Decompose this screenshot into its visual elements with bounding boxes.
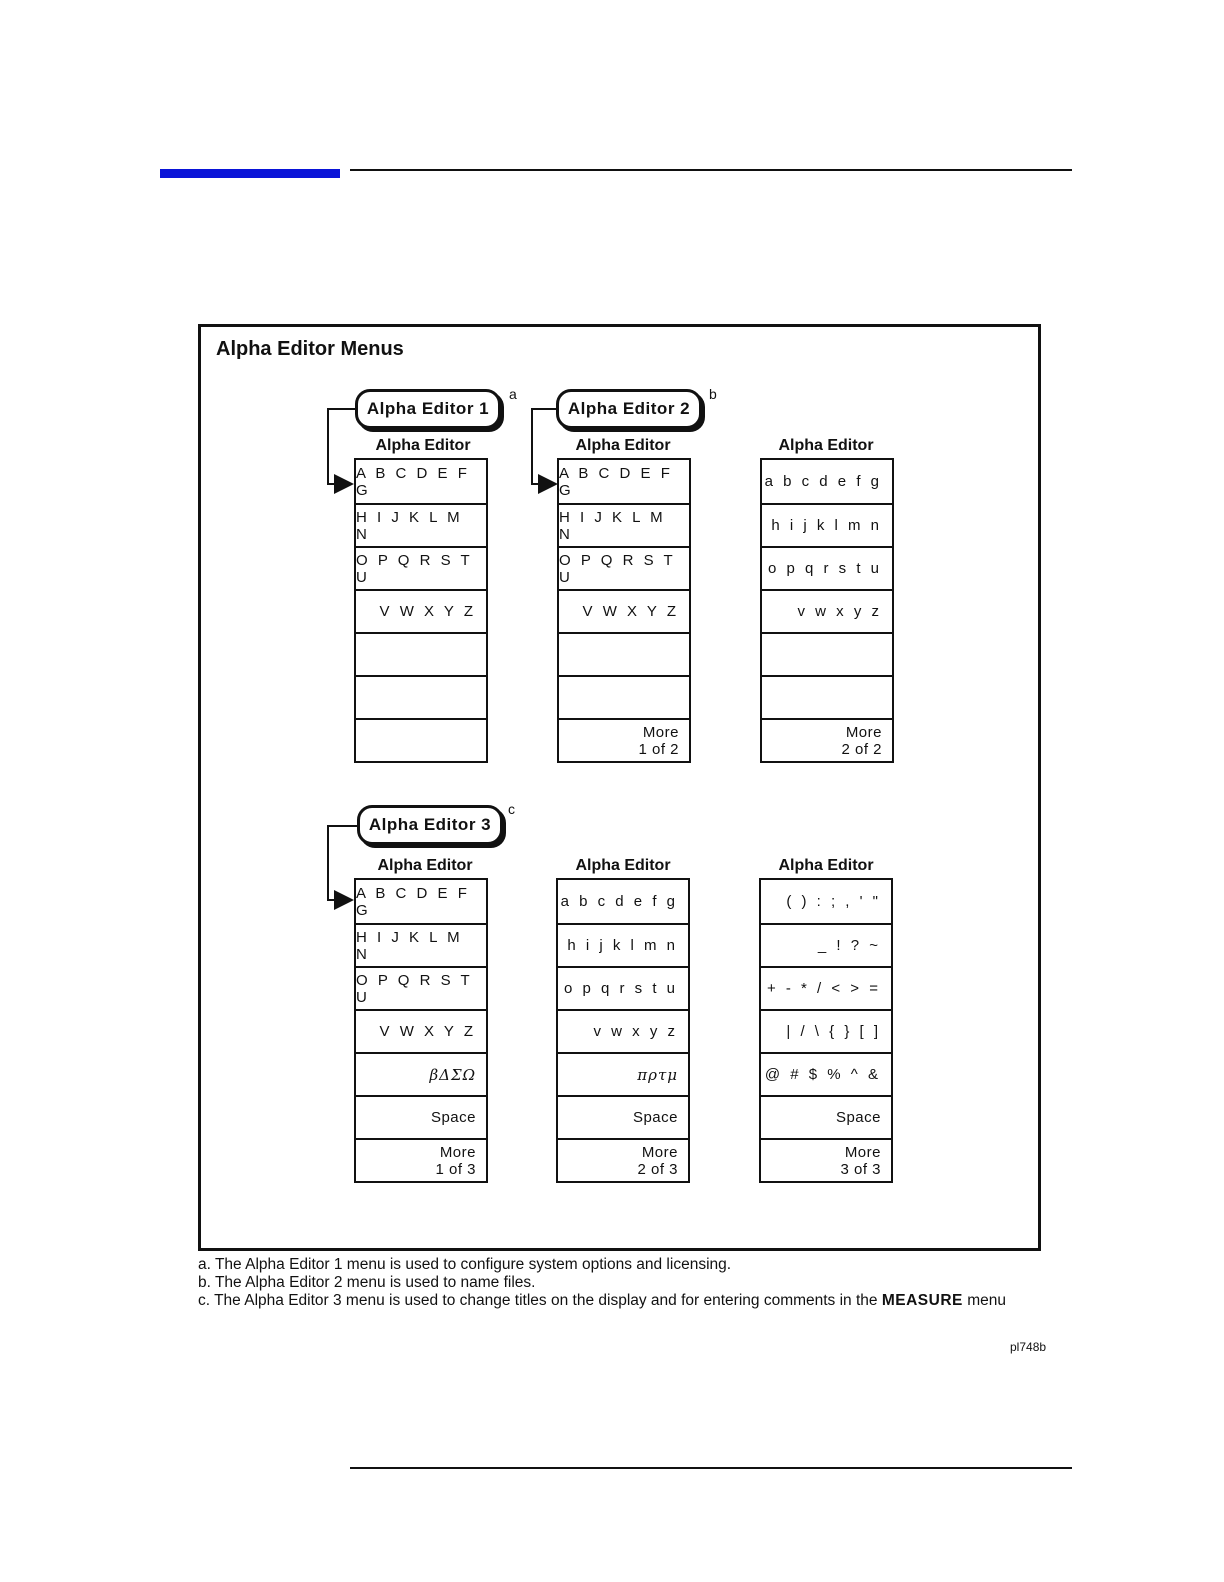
- more-key[interactable]: [761, 1138, 891, 1181]
- key-punctuation[interactable]: _ ! ? ~: [761, 923, 891, 966]
- key-blank[interactable]: [762, 632, 892, 675]
- key-uppercase-o-u[interactable]: O P Q R S T U: [559, 546, 689, 589]
- more-label: More: [845, 723, 882, 741]
- note-a: a. The Alpha Editor 1 menu is used to configure system options and licensing.: [198, 1256, 732, 1273]
- key-space[interactable]: Space: [356, 1095, 486, 1138]
- key-blank[interactable]: [762, 675, 892, 718]
- key-uppercase-v-z[interactable]: V W X Y Z: [356, 1009, 486, 1052]
- key-blank[interactable]: [356, 675, 486, 718]
- figure-id: pl748b: [1010, 1340, 1047, 1354]
- key-uppercase-h-n[interactable]: H I J K L M N: [356, 503, 486, 546]
- key-lowercase-h-n[interactable]: h i j k l m n: [558, 923, 688, 966]
- menu-title-6: Alpha Editor: [778, 857, 874, 874]
- key-greek-symbols[interactable]: πρτμ: [558, 1052, 688, 1095]
- key-blank[interactable]: [559, 675, 689, 718]
- key-space[interactable]: Space: [761, 1095, 891, 1138]
- menu-title-5: Alpha Editor: [575, 857, 671, 874]
- alpha-editor-3-menu-page-3: [759, 878, 893, 1183]
- figure-title: Alpha Editor Menus: [216, 338, 404, 360]
- more-label: More: [641, 1143, 678, 1161]
- alpha-editor-2-softkey[interactable]: Alpha Editor 2: [556, 389, 702, 429]
- key-uppercase-a-g[interactable]: A B C D E F G: [356, 884, 470, 919]
- key-uppercase-v-z[interactable]: V W X Y Z: [356, 589, 486, 632]
- alpha-editor-2-menu-page-1: [557, 458, 691, 763]
- key-uppercase-h-n[interactable]: H I J K L M N: [356, 923, 486, 966]
- key-uppercase-o-u[interactable]: O P Q R S T U: [356, 966, 486, 1009]
- key-greek-symbols[interactable]: βΔΣΩ: [356, 1052, 486, 1095]
- footnote-marker-c: c: [508, 801, 515, 817]
- key-lowercase-h-n[interactable]: h i j k l m n: [762, 503, 892, 546]
- key-space[interactable]: Space: [558, 1095, 688, 1138]
- key-lowercase-a-g[interactable]: a b c d e f g: [764, 473, 882, 490]
- alpha-editor-3-softkey[interactable]: Alpha Editor 3: [357, 805, 503, 845]
- more-key[interactable]: [558, 1138, 688, 1181]
- key-math-symbols[interactable]: + - * / < > =: [761, 966, 891, 1009]
- note-c-suffix: menu: [967, 1292, 1006, 1309]
- alpha-editor-1-softkey[interactable]: Alpha Editor 1: [355, 389, 501, 429]
- alpha-editor-2-menu-page-2: [760, 458, 894, 763]
- more-label: More: [642, 723, 679, 741]
- more-label: More: [439, 1143, 476, 1161]
- note-b: b. The Alpha Editor 2 menu is used to name files.: [198, 1274, 536, 1291]
- menu-title-2: Alpha Editor: [575, 437, 671, 454]
- footnote-marker-b: b: [709, 386, 717, 402]
- key-uppercase-o-u[interactable]: O P Q R S T U: [356, 546, 486, 589]
- key-uppercase-a-g[interactable]: A B C D E F G: [356, 464, 470, 499]
- menu-title-4: Alpha Editor: [377, 857, 473, 874]
- key-lowercase-v-z[interactable]: v w x y z: [762, 589, 892, 632]
- footnote-marker-a: a: [509, 386, 517, 402]
- key-lowercase-o-u[interactable]: o p q r s t u: [762, 546, 892, 589]
- alpha-editor-1-menu: [354, 458, 488, 763]
- key-uppercase-h-n[interactable]: H I J K L M N: [559, 503, 689, 546]
- more-key[interactable]: [356, 1138, 486, 1181]
- more-label: More: [844, 1143, 881, 1161]
- more-page: 1 of 3: [435, 1160, 476, 1178]
- more-page: 2 of 2: [841, 740, 882, 758]
- key-lowercase-o-u[interactable]: o p q r s t u: [558, 966, 688, 1009]
- alpha-editor-3-menu-page-1: [354, 878, 488, 1183]
- more-page: 1 of 2: [638, 740, 679, 758]
- footer-rule: [350, 1467, 1072, 1469]
- menu-title-1: Alpha Editor: [375, 437, 471, 454]
- key-uppercase-a-g[interactable]: A B C D E F G: [559, 464, 673, 499]
- note-c-text: c. The Alpha Editor 3 menu is used to change titles on the display and for entering comments in the: [198, 1292, 878, 1309]
- key-blank[interactable]: [356, 632, 486, 675]
- more-key[interactable]: [762, 718, 892, 761]
- key-blank[interactable]: [559, 632, 689, 675]
- more-key[interactable]: [559, 718, 689, 761]
- menu-title-3: Alpha Editor: [778, 437, 874, 454]
- more-page: 2 of 3: [637, 1160, 678, 1178]
- key-punctuation[interactable]: ( ) : ; , ' ": [786, 893, 881, 910]
- key-lowercase-a-g[interactable]: a b c d e f g: [560, 893, 678, 910]
- key-special-symbols[interactable]: @ # $ % ^ &: [761, 1052, 891, 1095]
- note-c: [198, 1292, 1006, 1310]
- key-uppercase-v-z[interactable]: V W X Y Z: [559, 589, 689, 632]
- key-brackets[interactable]: | / \ { } [ ]: [761, 1009, 891, 1052]
- key-blank[interactable]: [356, 718, 486, 761]
- measure-key-name: MEASURE: [881, 1292, 963, 1309]
- key-lowercase-v-z[interactable]: v w x y z: [558, 1009, 688, 1052]
- alpha-editor-3-menu-page-2: [556, 878, 690, 1183]
- more-page: 3 of 3: [840, 1160, 881, 1178]
